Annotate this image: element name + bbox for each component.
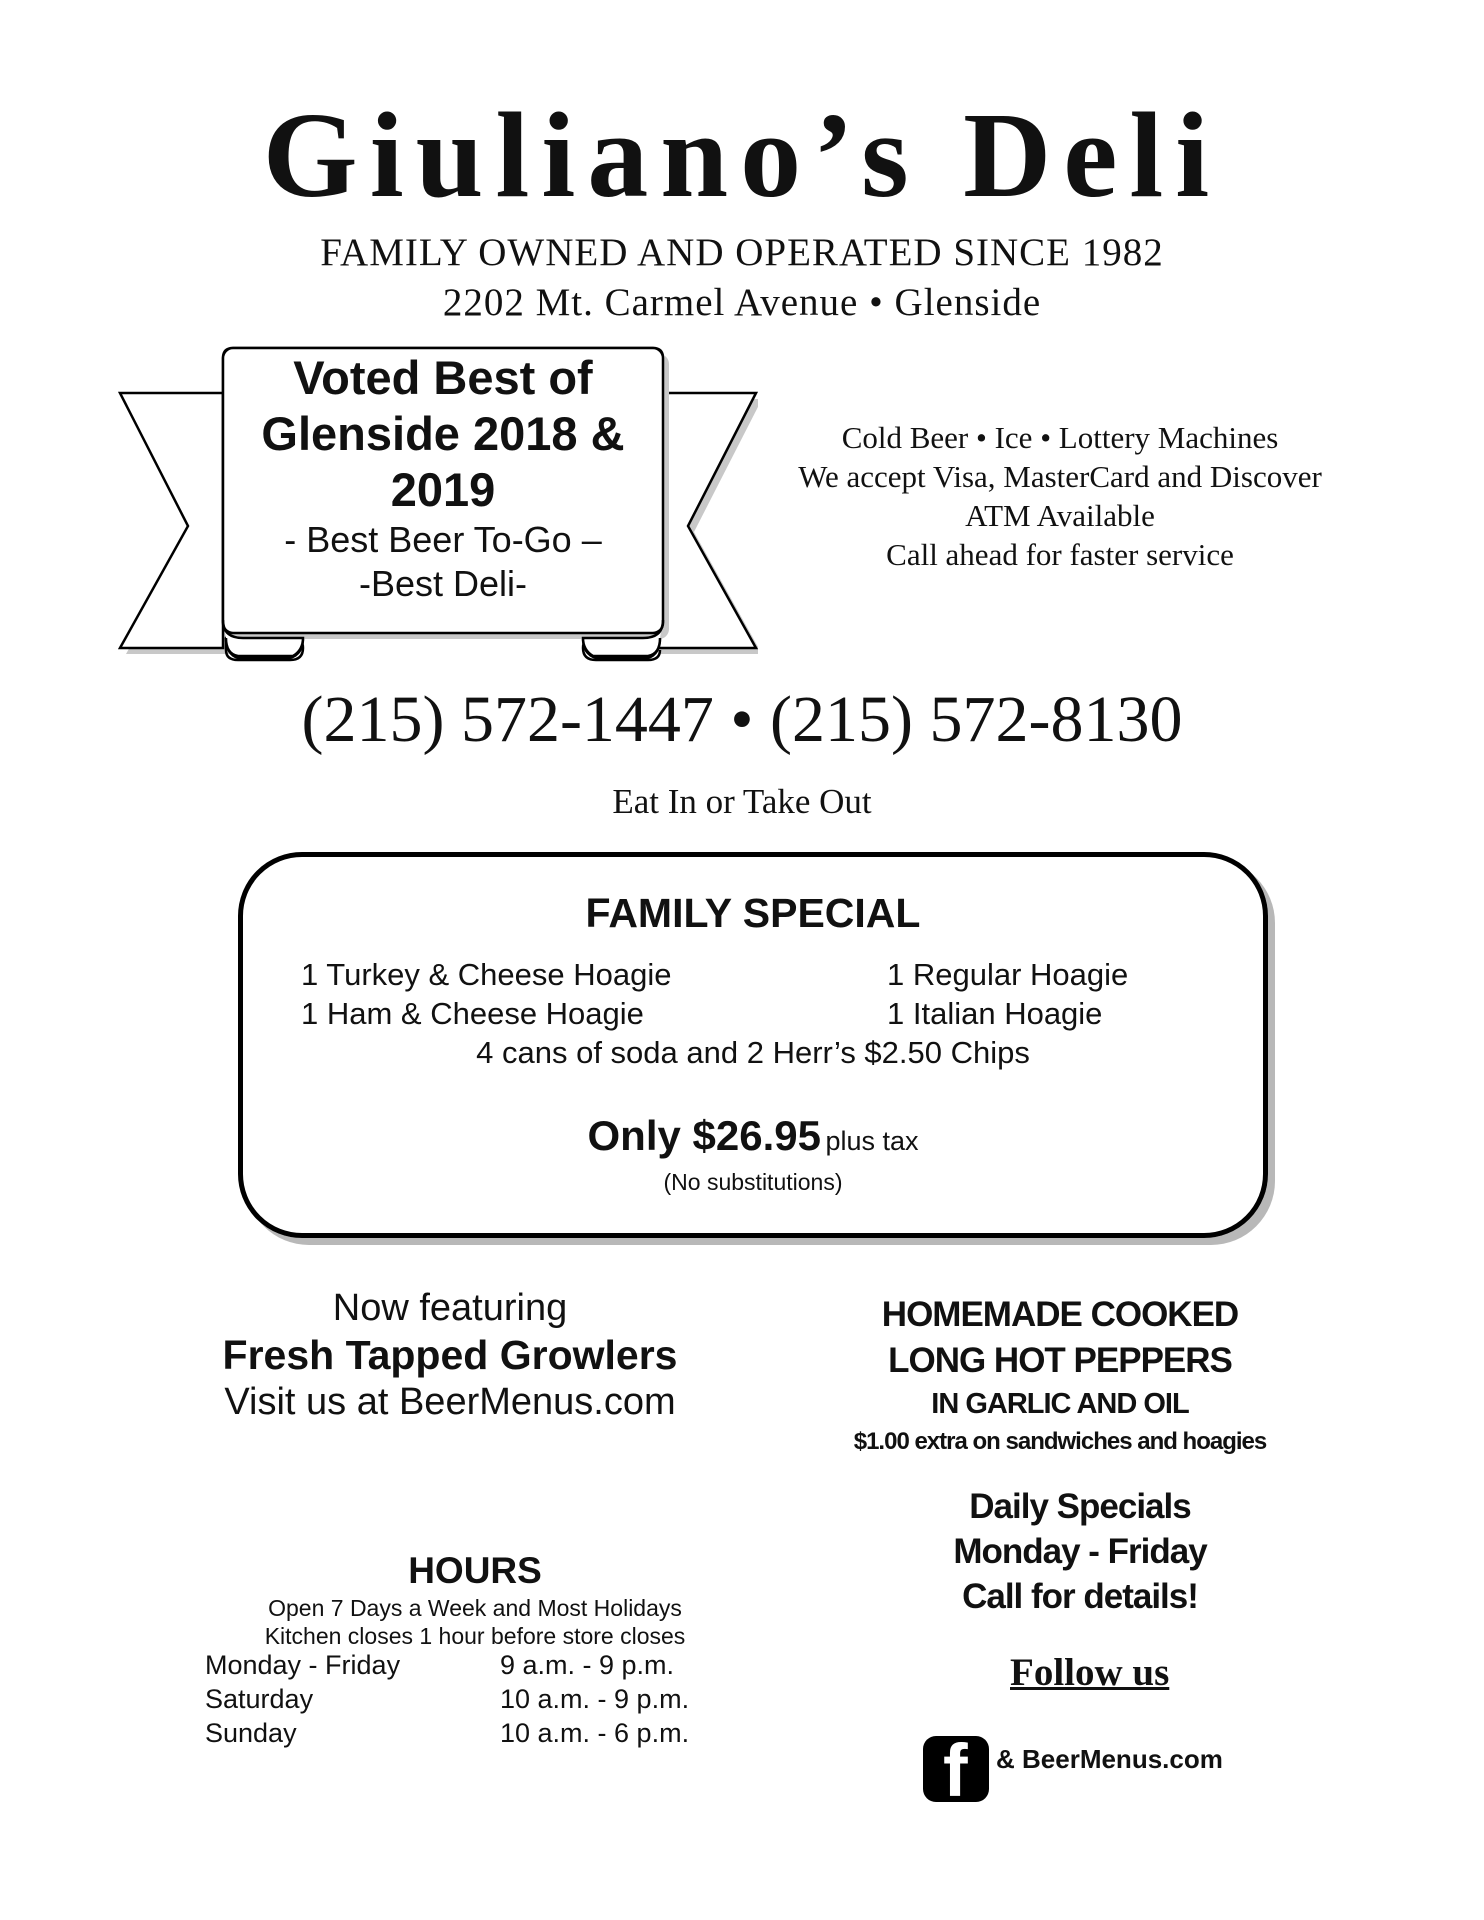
amenity-line: Call ahead for faster service: [886, 537, 1234, 572]
peppers-price-note: $1.00 extra on sandwiches and hoagies: [853, 1428, 1267, 1455]
daily-specials-line: Monday - Friday: [953, 1532, 1207, 1571]
peppers-line: LONG HOT PEPPERS: [888, 1341, 1232, 1380]
hours-day: Saturday: [205, 1684, 314, 1714]
growlers-link-text: Visit us at BeerMenus.com: [224, 1381, 676, 1423]
peppers-line: IN GARLIC AND OIL: [931, 1388, 1189, 1420]
amenity-line: ATM Available: [965, 498, 1155, 533]
hours-day: Monday - Friday: [205, 1650, 401, 1680]
family-special-box: [238, 852, 1268, 1238]
family-price-suffix: plus tax: [825, 1126, 919, 1156]
amenity-line: Cold Beer • Ice • Lottery Machines: [841, 420, 1279, 455]
tagline: FAMILY OWNED AND OPERATED SINCE 1982: [320, 231, 1164, 274]
follow-us-heading: Follow us: [1010, 1651, 1170, 1694]
growlers-heading: Fresh Tapped Growlers: [222, 1332, 678, 1378]
family-item: 1 Ham & Cheese Hoagie: [301, 996, 644, 1031]
family-price-line: [243, 1112, 1263, 1160]
amenity-line: We accept Visa, MasterCard and Discover: [798, 459, 1322, 494]
award-banner: [118, 338, 758, 678]
hours-title: HOURS: [408, 1550, 542, 1591]
peppers-section: [770, 1292, 1350, 1460]
daily-specials-line: Daily Specials: [969, 1487, 1191, 1526]
growlers-section: [150, 1285, 750, 1425]
facebook-glyph: f: [943, 1736, 968, 1802]
social-links-text: & BeerMenus.com: [996, 1744, 1223, 1774]
hours-note: Open 7 Days a Week and Most Holidays: [268, 1595, 682, 1621]
phone-numbers: (215) 572-1447 • (215) 572-8130: [301, 683, 1183, 756]
hours-note: Kitchen closes 1 hour before store closes: [264, 1623, 686, 1649]
address: 2202 Mt. Carmel Avenue • Glenside: [442, 281, 1042, 324]
hours-row: [195, 1718, 755, 1752]
peppers-line: HOMEMADE COOKED: [881, 1295, 1239, 1334]
growlers-intro: Now featuring: [332, 1287, 568, 1329]
eat-in-take-out: Eat In or Take Out: [612, 782, 872, 821]
hours-time: 10 a.m. - 6 p.m.: [500, 1718, 690, 1748]
family-price: Only $26.95: [587, 1112, 821, 1159]
facebook-icon[interactable]: [923, 1736, 989, 1802]
hours-time: 10 a.m. - 9 p.m.: [500, 1684, 690, 1714]
family-extras: 4 cans of soda and 2 Herr’s $2.50 Chips: [476, 1035, 1030, 1070]
hours-row: [195, 1650, 755, 1684]
banner-line-deli: -Best Deli-: [358, 563, 528, 604]
family-item: 1 Regular Hoagie: [887, 957, 1129, 992]
hours-row: [195, 1684, 755, 1718]
page-title: Giuliano’s Deli: [262, 88, 1222, 223]
family-item: 1 Italian Hoagie: [887, 996, 1103, 1031]
daily-specials-line: Call for details!: [962, 1577, 1198, 1616]
amenities-list: [750, 418, 1370, 574]
hours-time: 9 a.m. - 9 p.m.: [500, 1650, 675, 1680]
hours-section: [195, 1548, 755, 1752]
family-note: (No substitutions): [663, 1169, 843, 1195]
family-item: 1 Turkey & Cheese Hoagie: [301, 957, 672, 992]
banner-line-beer: - Best Beer To-Go –: [284, 519, 602, 560]
banner-headline: Voted Best of Glenside 2018 & 2019: [261, 351, 625, 516]
hours-day: Sunday: [205, 1718, 297, 1748]
daily-specials: [860, 1484, 1300, 1619]
family-special-title: FAMILY SPECIAL: [585, 890, 921, 936]
